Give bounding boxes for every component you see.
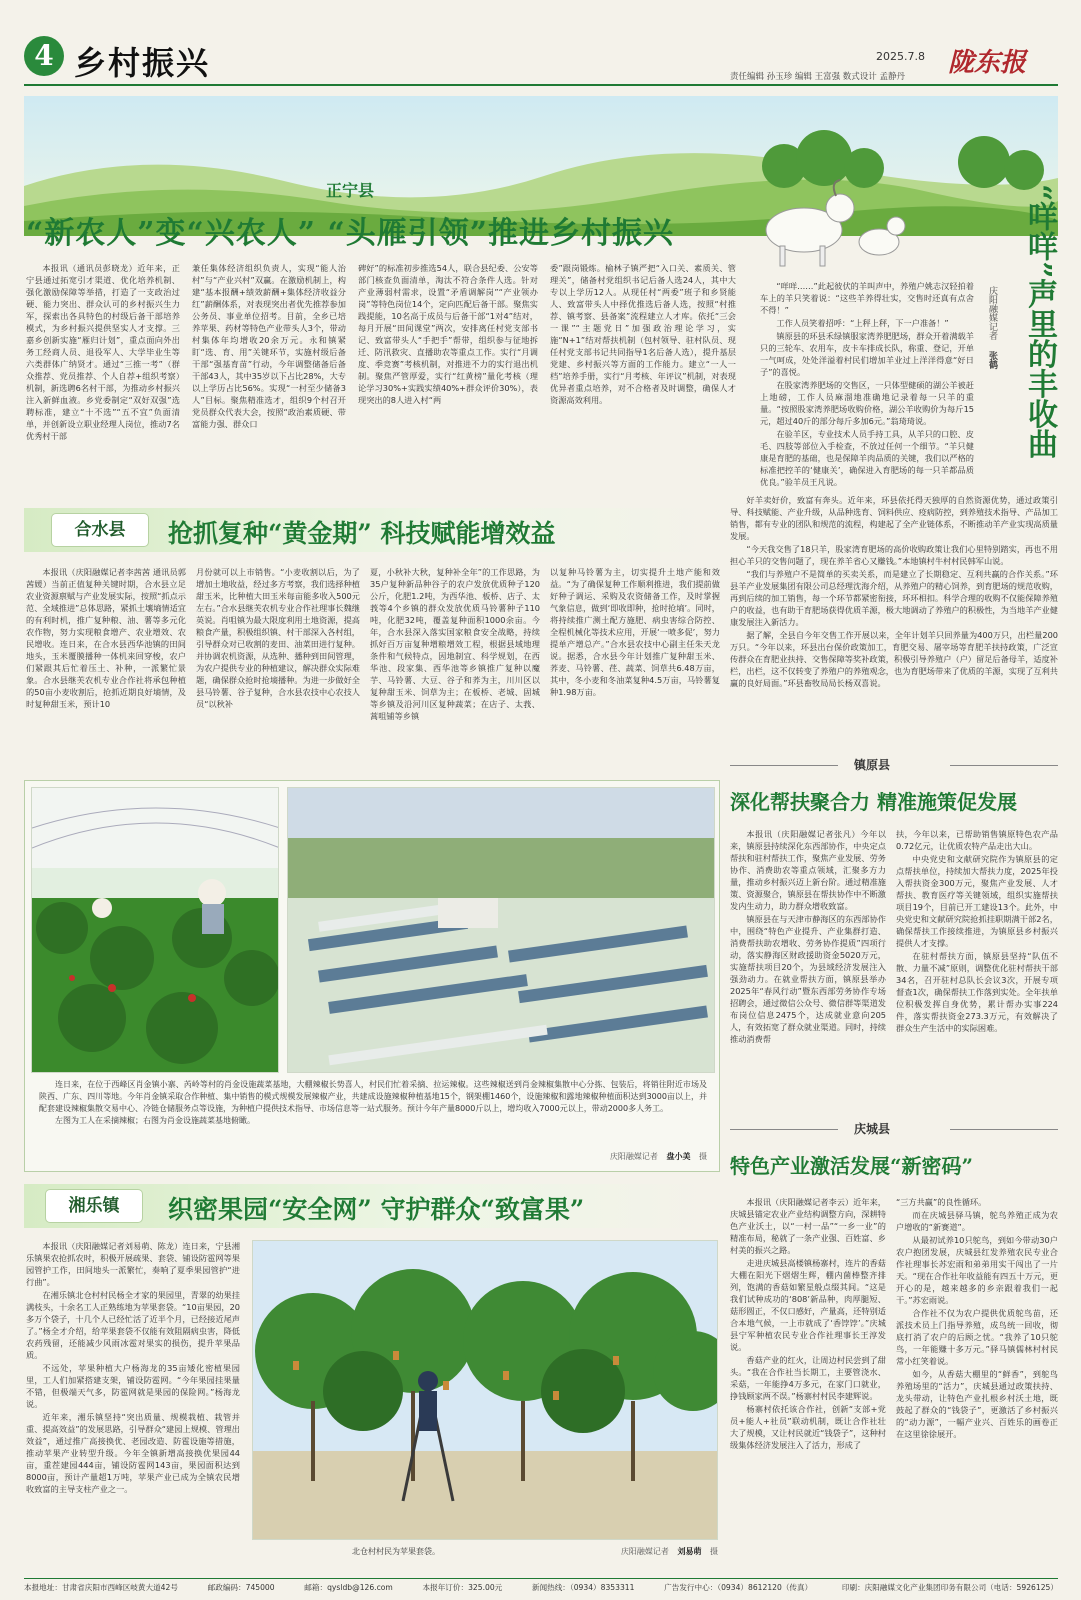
- photo-aerial: [287, 787, 715, 1073]
- story5-col-b: [896, 1196, 1058, 1572]
- story4-para: 镇原县在与天津市静海区的东西部协作中，围绕“特色产业提升、产业集群打造、消费帮扶助农增收、劳务协作提质”四项行动，落实静海区财政援助资金5020万元，实施帮扶项目20个，为县域经济发展注入强劲动力。在就业帮扶方面，镇原县举办2025年“春风行动”暨东西部劳务协作专场招聘会，通过微信公众号、微信群等渠道发布岗位信息2475个，达成就业意向205人，有效拓宽了群众就业渠道。同时，持续推动消费帮: [730, 914, 886, 1044]
- footer-ad-center: 广告发行中心：（0934）8612120（传真）: [664, 1583, 813, 1592]
- rule: [730, 1129, 838, 1130]
- photo1-credit-suffix: 摄: [699, 1152, 707, 1161]
- photo-greenhouse: [31, 787, 279, 1073]
- footer-rule: [24, 1578, 1058, 1579]
- footer-hotline: 新闻热线：（0934）8353311: [531, 1583, 635, 1592]
- story3-headline: 织密果园“安全网” 守护群众“致富果”: [168, 1195, 585, 1224]
- goat-para: 在验羊区，专业技术人员手持工具，从羊只的口腔、皮毛、四肢等部位入手检查，不放过任何一个细节。“羊只健康是育肥的基础，也是保障羊肉品质的关键，我们以严格的标准把控羊的‘健康关’，确保进入育肥场的每一只羊都品质优良。”验羊员王凡说。: [760, 429, 974, 487]
- story2-col-4: 以复种马铃薯为主，切实提升土地产能和效益。“为了确保复种工作顺利推进，我们提前做好种子调运、采购及农资储备工作，及时掌握气象信息，做到‘即收即种，抢时抢墒’。同时，将持续推广测土配方施肥、病虫害综合防控、全程机械化等技术应用，开展‘一喷多促’，努力提单产增总产。”合水县农技中心副主任朱天龙说。据悉，合水县今年计划推广复种甜玉米、荞麦、马铃薯、荏、蔬菜、饲草共6.48万亩，其中，冬小麦和冬油菜复种4.5万亩，马铃薯复种1.98万亩。: [550, 567, 720, 697]
- story3-para: 不远处，苹果种植大户杨海龙的35亩矮化密植果园里，工人们加紧搭建支架，铺设防雹网。“今年果园挂果量不错，但极端天气多，防雹网就是果园的保险网。”杨海龙说。: [26, 1363, 240, 1409]
- story3-para: 本报讯（庆阳融媒记者刘易萌、陈龙）连日来，宁县湘乐镇果农抢抓农时，积极开展疏果、套袋、铺设防雹网等果园管护工作，田间地头一派繁忙，奏响了夏季果园管护“进行曲”。: [26, 1241, 240, 1287]
- goat-para: 工作人员笑着招呼：“上秤上秤，下一户准备！”: [776, 318, 949, 328]
- story2-county-tag: [52, 514, 148, 546]
- photo-orchard: [252, 1240, 718, 1540]
- story1-county-tag: [316, 176, 384, 203]
- photo1-credit: [405, 1151, 707, 1162]
- goat-body-top: [760, 280, 974, 492]
- goat-para: 据了解，全县自今年交售工作开展以来，全年计划羊只回养量为400万只，出栏量200万只。“今年以来，环县出台保价政策加工，育肥交易、屠宰场等育肥羊扶持政策，广泛宣传群众在育肥业扶持、交售保障等奖补政策，积极引导养殖户（户）留足后备母羊，适度补栏，出栏，这不仅转变了养殖户的养殖观念，也为育肥场带来了优质的羊源，实现了互利共赢的良好局面。”环县畜牧局局长杨双喜说。: [730, 630, 1058, 688]
- goat-para: “今天我交售了18只羊，股家湾育肥场的高价收购政策让我们心里特别踏实，再也不用担心羊只的交售问题了，现在养羊省心又赚钱。”本地镇村牛村村民韩军山说。: [730, 544, 1058, 566]
- goat-para: 在股家湾养肥场的交售区，一只体型健硕的湖公羊被赶上地磅，工作人员麻溜地准确地记录着每一只羊的重量。“按照股家湾养肥场收购价格，湖公羊收购价为每斤15元，超过40斤的部分每斤多加6元。”翁琦琦说。: [760, 380, 974, 426]
- story2-county: 合水县: [74, 520, 126, 540]
- goat-para: “我们与养殖户不是简单的买卖关系，而是建立了长期稳定、互利共赢的合作关系。”环县羊产业发展集团有限公司总经理沈海介绍，从养殖户的精心饲养，到育肥场的规范收购，再到后续的加工销售，每一个环节都紧密衔接，环环相扣。科学合理的收购不仅能保障养殖户的收益，也有助于育肥场获得优质羊源，极大地调动了养殖户的积极性，为当地羊产业健康发展注入新活力。: [730, 569, 1058, 627]
- story5-para: 走进庆城县高楼镇杨寨村，连片的香菇大棚在阳光下熠熠生辉，棚内菌棒整齐排列，饱满的香菇如繁星般点缀其间。“这是我们试种成功的‘808’新品种，肉厚腿短、菇形圆正，不仅口感好，产量高，还特别适合本地气候，一上市就成了‘香饽饽’。”庆城县宁军种植农民专业合作社理事长王淳发说。: [730, 1258, 886, 1352]
- page-number-badge: [24, 36, 64, 76]
- story4-para: 扶，今年以来，已帮助销售镇原特色农产品0.72亿元，让优质农特产品走出大山。: [896, 829, 1058, 851]
- masthead: [0, 0, 1081, 92]
- story4-para: 中央党史和文献研究院作为镇原县的定点帮扶单位，持续加大帮扶力度，2025年投入帮扶资金300万元，聚焦产业发展、人才帮扶、教育医疗等关键领域，组织实施帮扶项目19个，目前已开工建设13个。此外，中央党史和文献研究院抢抓挂职期满干部2名，确保帮扶工作接续推进，为镇原县乡村振兴提供人才支撑。: [896, 854, 1058, 948]
- newspaper-logo: 陇东报: [948, 48, 1027, 78]
- rule: [730, 765, 838, 766]
- story1-headline: “新农人”变“兴农人” “头雁引领”推进乡村振兴: [26, 216, 674, 251]
- story1-col-3: 碑好”的标准初步推选54人，联合县纪委、公安等部门核查负面清单，淘汰不符合条件人选。针对产业薄弱村需求，设置“矛盾调解岗”“产业领办岗”等特色岗位14个，定向匹配后备干部。聚焦实践提能，10名高于成员与后备干部“1对4”结对，每月开展“田间课堂”两次，安排离任村党支部书记、致富带头人“手把手”帮带，组织参与征地拆迁、防汛救灾、直播助农等重点工作。实行“月调度、季竞赛”考核机制，对推进不力的实行退出机制。聚焦严管厚爱，实行“红黄榜”量化考核（理论学习30%+实践实绩40%+群众评价30%），表现突出的8人进入村“两: [358, 263, 538, 405]
- photo2-credit-label: 庆阳融媒记者: [620, 1547, 669, 1556]
- story4-col-b: [896, 828, 1058, 1158]
- photo1-caption-text: 连日来，在位于西峰区肖金镇小寨、芮岭等村的肖金设施蔬菜基地，大棚辣椒长势喜人，村民们忙着采摘、拉运辣椒。这些辣椒送到肖金辣椒集散中心分拣、包装后，将销往附近市场及陕西、广东、四川等地。今年肖金镇采取合作种植、集中销售的模式规模发展辣椒产业，共建成设施辣椒种植基地15个，钢架棚1460个，设施辣椒和露地辣椒种植面积达到3000亩以上，并配套建设辣椒集散交易中心、冷链仓储服务点等设施，为种植户提供技术指导、市场信息等一站式服务。预计今年产量8000斤以上，增均收入7000元以上，带动2000多人务工。: [39, 1080, 707, 1113]
- section-title: 乡村振兴: [74, 44, 211, 82]
- story5-col-a: [730, 1196, 886, 1572]
- masthead-rule: [24, 84, 1058, 86]
- story5-county: 庆城县: [854, 1122, 891, 1136]
- goat-headline-text: “咩咩”声里的丰收曲: [1022, 184, 1057, 459]
- photo1-caption: [39, 1079, 707, 1151]
- goat-body-bottom: [730, 494, 1058, 720]
- story5-para: 本报讯（庆阳融媒记者李云）近年来，庆城县锚定农业产业结构调整方向，深耕特色产业沃土，以“一村一品”“一乡一业”的精准布局，秘就了一条产业强、百姓富、乡村美的振兴之路。: [730, 1197, 886, 1255]
- story1-county: 正宁县: [326, 181, 375, 200]
- footer: [24, 1582, 1058, 1596]
- story5-para: 而在庆城县驿马镇，鸵鸟养殖正成为农户增收的“新赛道”。: [896, 1210, 1058, 1232]
- story4-col-a: [730, 828, 886, 1158]
- story2-col-3: 夏，小秋补大秋，复种补全年”的工作思路，为35户复种新品种谷子的农户发放优质种子120公斤，化肥1.2吨，为西华池、板桥、店子、太莪等4个乡镇的群众发放优质马铃薯种子110吨，化肥32吨，覆盖复种面积1000余亩。今年，合水县深入落实国家粮食安全战略，持续抓好百万亩复种增粮增效工程，根据县域地理条件和气候特点，因地制宜、科学规划，在西华池、段家集、西华池等乡镇推广复种以魔芋、马铃薯、大豆、谷子和荞为主，川川区以复种甜玉米、饲草为主；在板桥、老城、固城等乡镇及沿河川区复种蔬菜；在店子、太莪、蒿咀铺等乡镇: [370, 567, 540, 721]
- goat-illustration: [744, 160, 914, 270]
- photo2-credit: [480, 1546, 718, 1557]
- photo-block-1: [24, 780, 720, 1172]
- story1-col-1: 本报讯（通讯员彭晓龙）近年来，正宁县通过拓宽引才渠道、优化培养机制、强化激励保障等举措，打造了一支政治过硬、能力突出、群众认可的乡村振兴生力军，探索出各具特色的村级后备干部培养模式，为乡村振兴提供坚实人才支撑。三嘉乡创新实施“雁归计划”，重点面向外出务工经商人员、退役军人、大学毕业生等六类群体广纳贤才。通过“三推一考”（群众推荐、党员推荐、个人自荐+组织考察）机制，新选聘6名村干部，为推动乡村振兴注入新鲜血液。乡党委制定“双好双强”选聘标准，建立“十不选”“五不宜”负面清单，并创新设立职业经理人岗位，推动7名优秀村干部: [26, 263, 180, 441]
- footer-email: 邮箱：qysldb@126.com: [304, 1583, 393, 1592]
- photo1-credit-name: 盘小美: [666, 1152, 691, 1161]
- photo1-credit-label: 庆阳融媒记者: [609, 1152, 658, 1161]
- story2-col-1: 本报讯（庆阳融媒记者李茜茜 通讯员郭茜媛）当前正值复种关键时期，合水县立足农业资源禀赋与产业发展实际，按照“抓点示范、全域推进”总体思路，紧抓土壤墒情适宜的有利时机，推广复种粮、油、薯等多元化农作物，努力实现粮食增产、农业增效、农民增收。连日来，在合水县西华池镇的田间地头，玉米覆膜播种一体机来回穿梭，农户们紧跟其后忙着压土、补种，一派繁忙景象。合水县继芙农机专业合作社将承包种植的50亩小麦收割后，抢抓近期良好墒情，及时复种甜玉米，预计10: [26, 567, 186, 709]
- goat-reporter-name: 张鹤: [987, 350, 997, 369]
- story2-headline: 抢抓复种“黄金期” 科技赋能增效益: [168, 519, 556, 548]
- story5-headline: 特色产业激活发展“新密码”: [730, 1154, 974, 1178]
- story4-county: 镇原县: [854, 758, 891, 772]
- photo2-caption: 北仓村村民为苹果套袋。: [352, 1547, 440, 1556]
- page-number: 4: [34, 39, 54, 72]
- goat-reporter-label: 庆阳融媒记者: [987, 286, 997, 340]
- story3-county-tag: [46, 1190, 142, 1222]
- footer-printer: 印刷：庆阳融媒文化产业集团印务有限公司（电话：5926125）: [841, 1583, 1058, 1592]
- goat-para: 镇原县的环县禾绿镇服家湾养肥肥场，群众开着满载羊只的三轮车、农用车，皮卡车排成长队，称重、登记，开单一气呵成，处处洋溢着村民们增加羊业过上洋洋得意“好日子”的喜悦。: [760, 331, 974, 377]
- issue-date: 2025.7.8: [876, 50, 925, 63]
- rule: [950, 1129, 1058, 1130]
- story5-para: 香菇产业的红火，让周边村民尝到了甜头。“我在合作社当长期工，主要管浇水、采菇，一年能挣4万多元，在家门口就业，挣钱顾家两不误。”杨寨村村民李建辉说。: [730, 1355, 886, 1401]
- story3-county: 湘乐镇: [68, 1196, 120, 1216]
- story4-headline: 深化帮扶聚合力 精准施策促发展: [730, 790, 1017, 814]
- story3-para: 在湘乐镇北仓村村民杨全才家的果园里，青翠的幼果挂满枝头，十余名工人正熟练地为苹果套袋。“10亩果园，20多万个袋子，十几个人已经忙活了近半个月，已经接近尾声了。”杨全才介绍，给苹果套袋不仅能有效阻隔病虫害，降低农药残留，还能减少风雨冰雹对果实的损伤，提升苹果品质。: [26, 1290, 240, 1360]
- goat-reporter: [984, 286, 998, 369]
- photo2-credit-suffix: 摄: [710, 1547, 718, 1556]
- story1-col-4: 委”跟岗锻炼。榆林子镇严把“入口关、素质关、管理关”，储备村党组织书记后备人选24人，其中大专以上学历12人。从现任村“两委”班子和乡贤能人、致富带头人中择优推选后备人选，按照“村推荐、镇考察、县备案”流程建立人才库。依托“三会一课”“主题党日”加强政治理论学习，实施“N+1”结对帮扶机制（包村领导、驻村队员、现任村党支部书记共同指导1名后备人选），提升基层党建、乡村振兴等方面的工作能力。建立“一人一档”培养手册，实行“月考核、年评议”机制，对表现优异者重点培养，对不合格者及时调整，确保人才资源高效利用。: [550, 263, 736, 405]
- story4-para: 在驻村帮扶方面，镇原县坚持“队伍不散、力量不减”原则，调整优化驻村帮扶干部34名，召开驻村总队长会议3次，开展专项督查1次，确保帮扶工作落到实处。全年扶单位积极发挥自身优势，累计帮办实事224件，落实帮扶资金273.3万元，有效解决了群众生产生活中的实际困难。: [896, 951, 1058, 1033]
- story5-county-label: [730, 1120, 1058, 1138]
- story2-col-2: 月份就可以上市销售。“小麦收割以后，为了增加土地收益，经过多方考察，我们选择种植甜玉米，比种植大田玉米每亩能多收入500元左右。”合水县继芙农机专业合作社理事长魏继英说。肖咀镇为最大限度利用土地资源，提高粮食产量，积极组织镇、村干部深入各村组，引导群众对已收割的麦田、油菜田进行复种。并协调农机资源，从选种、播种到田间管理，为农户提供专业的种植建议，解决群众实际难题，确保群众抢时抢墒播种。为进一步做好全县马铃薯、谷子复种，合水县农技中心农技人员“以秋补: [196, 567, 360, 709]
- photo2-credit-name: 刘易萌: [677, 1547, 702, 1556]
- footer-price: 本报年订价：325.00元: [422, 1583, 503, 1592]
- story4-county-label: [730, 756, 1058, 774]
- story4-para: 本报讯（庆阳融媒记者张凡）今年以来，镇原县持续深化东西部协作，中央定点帮扶和驻村帮扶工作，聚焦产业发展、劳务协作、消费助农等重点领域，汇聚多方力量，推动乡村振兴迈上新台阶。通过精准施策、资源聚合，镇原县在帮扶协作中不断激发内生动力，助力群众增收致富。: [730, 829, 886, 911]
- photo1-subcaption: 左图为工人在采摘辣椒；右图为肖金设施蔬菜基地俯瞰。: [55, 1116, 255, 1125]
- story5-para: “三方共赢”的良性循环。: [896, 1197, 987, 1207]
- rule: [950, 765, 1058, 766]
- story5-para: 合作社不仅为农户提供优质鸵鸟苗，还派技术员上门指导养殖，成鸟统一回收，彻底打消了农户的后顾之忧。“我养了10只鸵鸟，一年能赚十多万元。”驿马镇儒林村村民常小红笑着说。: [896, 1308, 1058, 1366]
- goat-headline: [1018, 184, 1056, 459]
- editor-credits: 责任编辑 孙玉珍 编辑 王富强 数式设计 孟静丹: [730, 72, 906, 82]
- footer-postcode: 邮政编码：745000: [207, 1583, 275, 1592]
- story5-para: 如今，从香菇大棚里的“鲜香”，到鸵鸟养殖场里的“活力”，庆城县通过政策扶持、龙头带动，让特色产业扎根乡村沃土地，既鼓起了群众的“钱袋子”，更激活了乡村振兴的“动力源”，一幅产业兴、百姓乐的画卷正在这里徐徐展开。: [896, 1369, 1058, 1439]
- story3-body: [26, 1240, 240, 1572]
- goat-para: 好羊卖好价，致富有奔头。近年来，环县依托得天独厚的自然资源优势，通过政策引导、科技赋能、产业升级，从品种选育、饲料供应、疫病防控，到养殖技术指导、产品加工销售，都有专业的团队和规范的流程，构建起了全产业链体系，不断推动羊产业实现高质量发展。: [730, 495, 1058, 541]
- story5-para: 杨寨村依托该合作社，创新“支部+党员+能人+社员”联动机制，既让合作社壮大了规模，又让村民就近“钱袋子”，这种村级集体经济发展注入了活力，形成了: [730, 1404, 886, 1450]
- story5-para: 从最初试养10只鸵鸟，到如今带动30户农户抱团发展，庆城县红发养殖农民专业合作社理事长苏宏雨和弟弟用实干闯出了一片天。“现在合作社年收益能有四五十万元，更开心的是，越来越多的乡亲跟着我们一起干。”苏宏雨说。: [896, 1235, 1058, 1305]
- goat-para: “咩咩……”此起彼伏的羊叫声中，养殖户姚志汉轻拍着车上的羊只笑着说：“这些羊养得壮实，交售时还真有点舍不得！”: [760, 281, 974, 315]
- story3-para: 近年来，湘乐镇坚持“突出质量、规模栽植、栽管并重、提高效益”的发展思路，引导群众“建园上规模、管理出效益”，通过推广高接换优、老园改造、防雹设施等措施，推动苹果产业转型升级。今年全镇新增高接换优果园44亩，重茬建园444亩，铺设防雹网143亩，果园面积达到8000亩，预计产量超1万吨，苹果产业已成为全镇农民增收致富的主导支柱产业之一。: [26, 1412, 240, 1494]
- story1-col-2: 兼任集体经济组织负责人，实现“能人治村”与“产业兴村”双赢。在激励机制上，构建“基本报酬+绩效薪酬+集体经济收益分红”薪酬体系，对表现突出者优先推荐参加公务员、事业单位招考。目前，全乡已培养苹果、药材等特色产业带头人3个，带动村集体年均增收20余万元。永和镇紧盯“选、育、用”关键环节，实施村级后备干部“强基育苗”行动，今年调整储备后备干部43人，其中35岁以下占比28%，大专以上学历占比56%。实现“一村至少储备3人”目标。聚焦精准选才，组织9个村召开党员群众代表大会，按照“政治素质硬、带富能力强、群众口: [192, 263, 346, 429]
- footer-address: 本报地址：甘肃省庆阳市西峰区岐黄大道42号: [24, 1583, 178, 1592]
